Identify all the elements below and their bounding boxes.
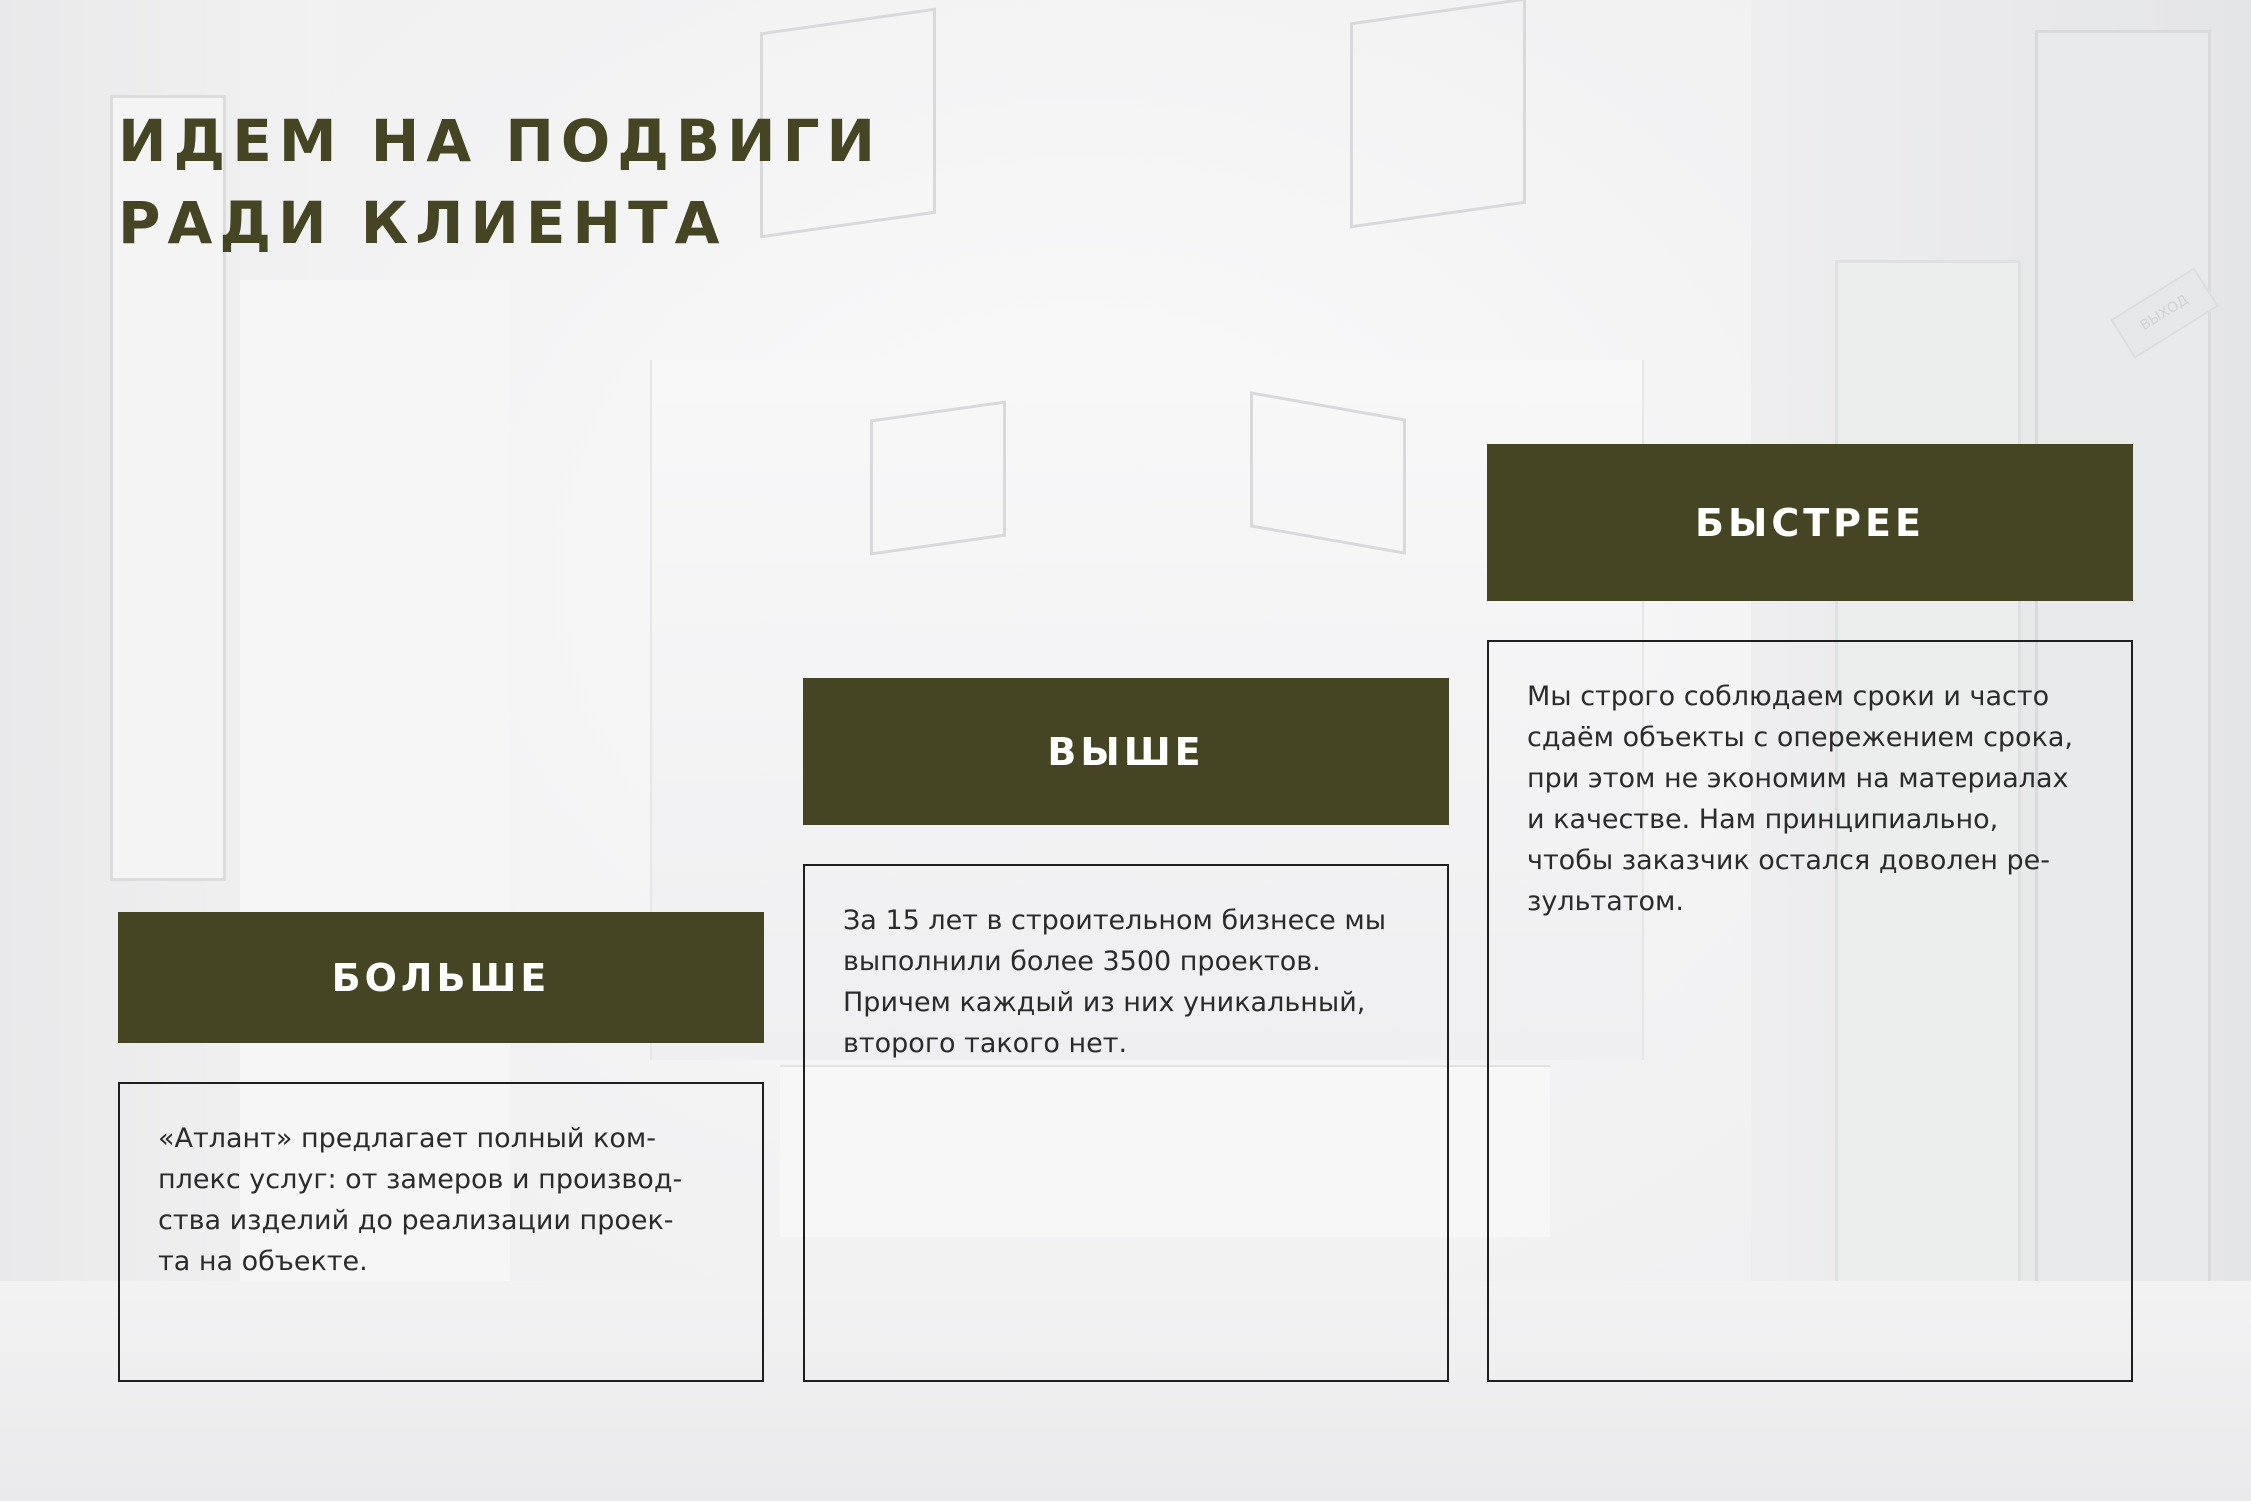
- card-text-faster: Мы строго соблюдаем сроки и часто сдаём объекты с опережением срока, при этом не экономим на материалах и качестве. Нам принципиально, чтобы заказчик остался доволен ре- зультатом.: [1487, 640, 2133, 1382]
- page-title-line-2: РАДИ КЛИЕНТА: [118, 189, 727, 257]
- background-exit-sign: ВЫХОД: [2110, 267, 2218, 358]
- page-title: [118, 100, 882, 264]
- background-lamp: [870, 400, 1006, 555]
- background-lamp: [1250, 391, 1406, 555]
- card-text-more: «Атлант» предлагает полный ком- плекс услуг: от замеров и производ- ства изделий до реализации проек- та на объекте.: [118, 1082, 764, 1382]
- card-heading-more: БОЛЬШЕ: [118, 912, 764, 1043]
- card-heading-faster: БЫСТРЕЕ: [1487, 444, 2133, 601]
- card-heading-higher: ВЫШЕ: [803, 678, 1449, 825]
- background-lamp: [1350, 0, 1526, 228]
- page-title-line-1: ИДЕМ НА ПОДВИГИ: [118, 107, 883, 175]
- card-text-higher: За 15 лет в строительном бизнесе мы выполнили более 3500 проектов. Причем каждый из них уникальный, второго такого нет.: [803, 864, 1449, 1382]
